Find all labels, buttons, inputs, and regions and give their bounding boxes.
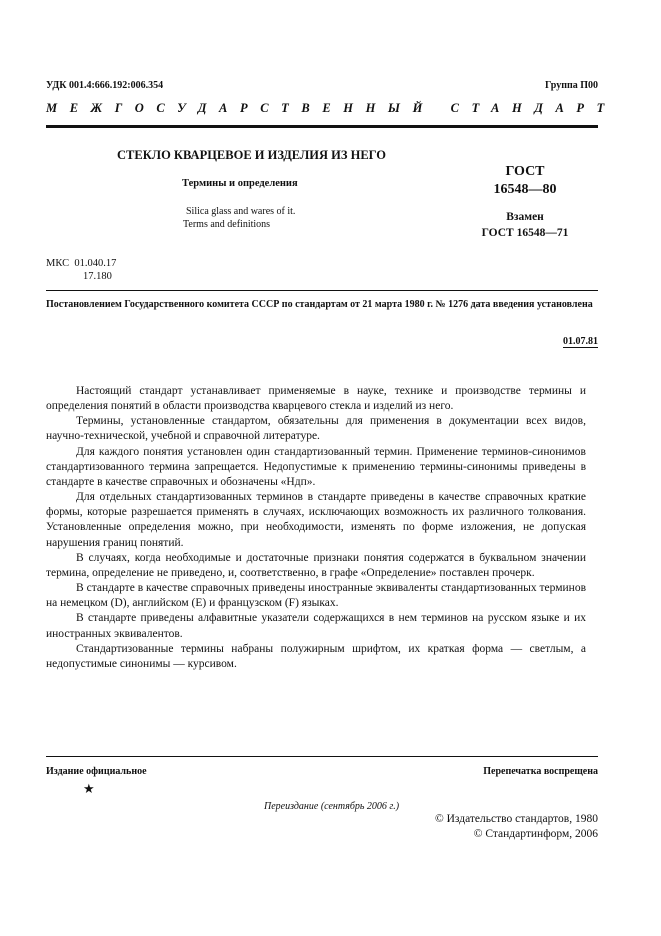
replaces-block: [463, 209, 587, 241]
edition-label: Издание официальное: [46, 766, 147, 777]
replaces-label: Взамен: [506, 211, 544, 223]
mks-codes: [46, 257, 116, 283]
copyright-1: © Издательство стандартов, 1980: [434, 813, 598, 825]
english-title-line2: Terms and definitions: [183, 219, 271, 230]
document-title: СТЕКЛО КВАРЦЕВОЕ И ИЗДЕЛИЯ ИЗ НЕГО: [117, 148, 387, 162]
reprint-notice: Перепечатка воспрещена: [483, 766, 598, 777]
mks-label: МКС: [46, 258, 70, 269]
gost-number: 16548—80: [493, 182, 557, 197]
body-text: [46, 384, 586, 672]
decree-text: Постановлением Государственного комитета СССР по стандартам от 21 марта 1980 г. № 1276 дата введения установлена: [46, 299, 593, 310]
standard-type-heading: МЕЖГОСУДАРСТВЕННЫЙ СТАНДАРТ: [46, 101, 617, 115]
body-paragraph: В случаях, когда необходимые и достаточные признаки понятия содержатся в буквальном значении термина, определение не приведено, и, соответственно, в графе «Определение» поставлен прочерк.: [46, 551, 586, 579]
mks-code-2: 17.180: [83, 271, 112, 282]
body-paragraph: Для отдельных стандартизованных терминов в стандарте приведены в качестве справочных краткие формы, которые разрешается применять в случаях, исключающих возможность их различного толкования. Установленные определения можно, при необходимости, изменять по форме изложения, не допуская нарушения границ понятий.: [46, 491, 586, 549]
group-code: Группа П00: [545, 80, 598, 91]
gost-designation: [492, 163, 558, 199]
bottom-rule: [46, 756, 598, 757]
gost-label: ГОСТ: [505, 164, 545, 179]
middle-rule: [46, 290, 598, 291]
copyright-2: © Стандартинформ, 2006: [473, 828, 598, 840]
body-paragraph: Для каждого понятия установлен один стандартизованный термин. Применение терминов-синонимов стандартизованного термина запрещается. Недопустимые к применению термины-синонимы приведены в стандарте в качестве справочных и обозначены «Ндп».: [46, 445, 586, 488]
body-paragraph: Настоящий стандарт устанавливает применяемые в науке, технике и производстве термины и определения понятий в области производства кварцевого стекла и изделий из него.: [46, 385, 586, 413]
body-paragraph: Термины, установленные стандартом, обязательны для применения в документации всех видов, научно-технической, учебной и справочной литературе.: [46, 415, 586, 443]
top-rule: [46, 125, 598, 128]
body-paragraph: В стандарте приведены алфавитные указатели содержащихся в нем терминов на русском языке и их иностранных эквивалентов.: [46, 612, 586, 640]
body-paragraph: В стандарте в качестве справочных приведены иностранные эквиваленты стандартизованных терминов на немецком (D), английском (E) и французском (F) языках.: [46, 582, 586, 610]
body-paragraph: Стандартизованные термины набраны полужирным шрифтом, их краткая форма — светлым, а недопустимые синонимы — курсивом.: [46, 642, 586, 670]
document-subtitle: Термины и определения: [182, 178, 298, 189]
mks-code-1: 01.040.17: [74, 258, 117, 269]
replaces-value: ГОСТ 16548—71: [481, 227, 569, 239]
reissue-note: Переиздание (сентябрь 2006 г.): [264, 801, 400, 812]
introduction-date: 01.07.81: [563, 336, 598, 347]
star-icon: ★: [83, 781, 95, 796]
udk-code: УДК 001.4:666.192:006.354: [46, 80, 164, 91]
english-title-line1: Silica glass and wares of it.: [186, 206, 296, 217]
